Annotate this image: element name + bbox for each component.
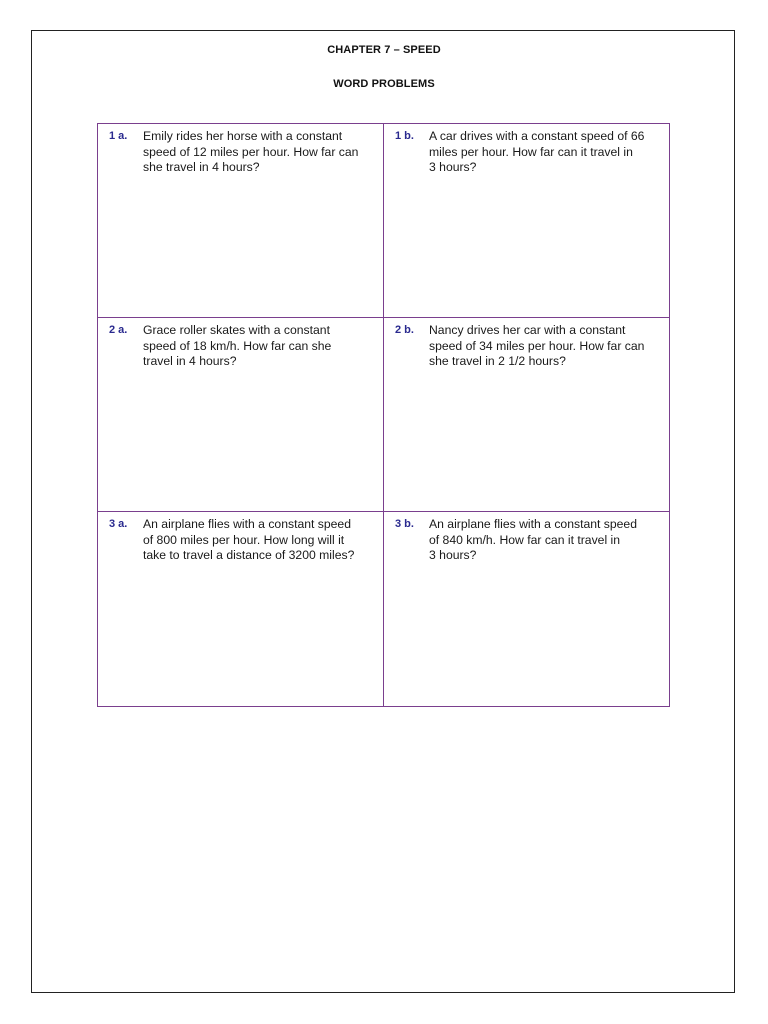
word-problems-table	[97, 123, 670, 707]
problem-number: 2 a.	[109, 324, 128, 336]
problem-cell-1a	[98, 124, 384, 318]
problem-cell-2b	[384, 318, 669, 512]
problem-text: Emily rides her horse with a constant speed of 12 miles per hour. How far can she travel in 4 hours?	[143, 129, 359, 175]
chapter-title: CHAPTER 7 – SPEED	[327, 44, 441, 56]
problem-text: Nancy drives her car with a constant speed of 34 miles per hour. How far can she travel in 2 1/2 hours?	[429, 323, 645, 369]
problem-number: 3 b.	[395, 518, 414, 530]
problem-cell-1b	[384, 124, 669, 318]
problem-cell-2a	[98, 318, 384, 512]
problem-number: 1 a.	[109, 130, 128, 142]
problem-text: An airplane flies with a constant speed of 800 miles per hour. How long will it take to travel a distance of 3200 miles?	[143, 517, 355, 563]
problem-cell-3b	[384, 512, 669, 706]
section-title: WORD PROBLEMS	[333, 78, 435, 90]
problem-text: A car drives with a constant speed of 66 miles per hour. How far can it travel in 3 hours?	[429, 129, 645, 175]
problem-number: 2 b.	[395, 324, 414, 336]
problem-number: 1 b.	[395, 130, 414, 142]
problem-text: An airplane flies with a constant speed of 840 km/h. How far can it travel in 3 hours?	[429, 517, 637, 563]
problem-text: Grace roller skates with a constant speed of 18 km/h. How far can she travel in 4 hours?	[143, 323, 332, 369]
problem-cell-3a	[98, 512, 384, 706]
problem-number: 3 a.	[109, 518, 128, 530]
